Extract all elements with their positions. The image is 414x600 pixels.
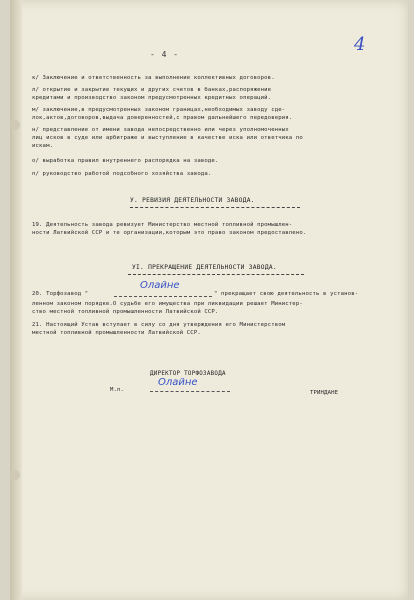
paragraph-20-rest: " прекращает свою деятельность в установ-: [214, 291, 359, 297]
stamp-label: М.п.: [110, 387, 125, 393]
page-number: - 4 -: [150, 50, 180, 59]
item-line: л/ открытие и закрытие текущих и других счетов в банках,распоряжение: [32, 87, 272, 93]
section-line: местной топливной промышленности Латвийской ССР.: [32, 330, 201, 336]
section-line: 19. Деятельность завода ревизует Министерство местной топливной промышлен-: [32, 222, 293, 228]
section-heading: УI. ПРЕКРАЩЕНИЕ ДЕЯТЕЛЬНОСТИ ЗАВОДА.: [132, 264, 277, 271]
section-line: 21. Настоящий Устав вступает в силу со дня утверждения его Министерством: [32, 322, 286, 328]
punch-hole: [10, 120, 20, 130]
item-line: к/ Заключение и ответственность за выполнение коллективных договоров.: [32, 75, 275, 81]
section-line: ности Латвийской ССР и те организации,которым это право законом предоставлено.: [32, 230, 307, 236]
paragraph-20-start: 20. Торфозавод ": [32, 291, 89, 297]
signature-blank: [150, 391, 230, 392]
item-line: п/ руководство работой подсобного хозяйства завода.: [32, 171, 212, 177]
heading-underline: [130, 207, 300, 208]
fill-in-blank: [114, 296, 212, 297]
page-edge: [10, 0, 22, 600]
handwritten-signature: Олайне: [158, 377, 198, 388]
punch-hole: [10, 470, 20, 480]
signature-title: ДИРЕКТОР ТОРФОЗАВОДА: [150, 371, 226, 377]
item-line: кредитами и производство законом предусмотренных кредитных операций.: [32, 95, 272, 101]
item-line: н/ представление от имени завода непосредственно или через уполномоченных: [32, 127, 289, 133]
item-line: лок,актов,договоров,выдача доверенностей,с правом дальнейшего передоверия.: [32, 115, 293, 121]
signer-name: ТРИНДАНЕ: [310, 390, 339, 396]
section-line: ство местной топливной промышленности Латвийской ССР.: [32, 309, 219, 315]
heading-underline: [128, 274, 304, 275]
item-line: о/ выработка правил внутреннего распорядка на заводе.: [32, 158, 219, 164]
item-line: искам.: [32, 143, 54, 149]
item-line: лиц исков в суде или арбитраже и выступление в качестве иска или ответчика по: [32, 135, 303, 141]
section-heading: У. РЕВИЗИЯ ДЕЯТЕЛЬНОСТИ ЗАВОДА.: [130, 197, 255, 204]
handwritten-page-number: 4: [354, 34, 366, 55]
handwritten-factory-name: Олайне: [140, 280, 180, 291]
section-line: ленном законом порядке.О судьбе его имущества при ликвидации решает Министер-: [32, 301, 303, 307]
item-line: м/ заключение,в предусмотренных законом границах,необходимых заводу сде-: [32, 107, 286, 113]
document-page: [10, 0, 408, 600]
